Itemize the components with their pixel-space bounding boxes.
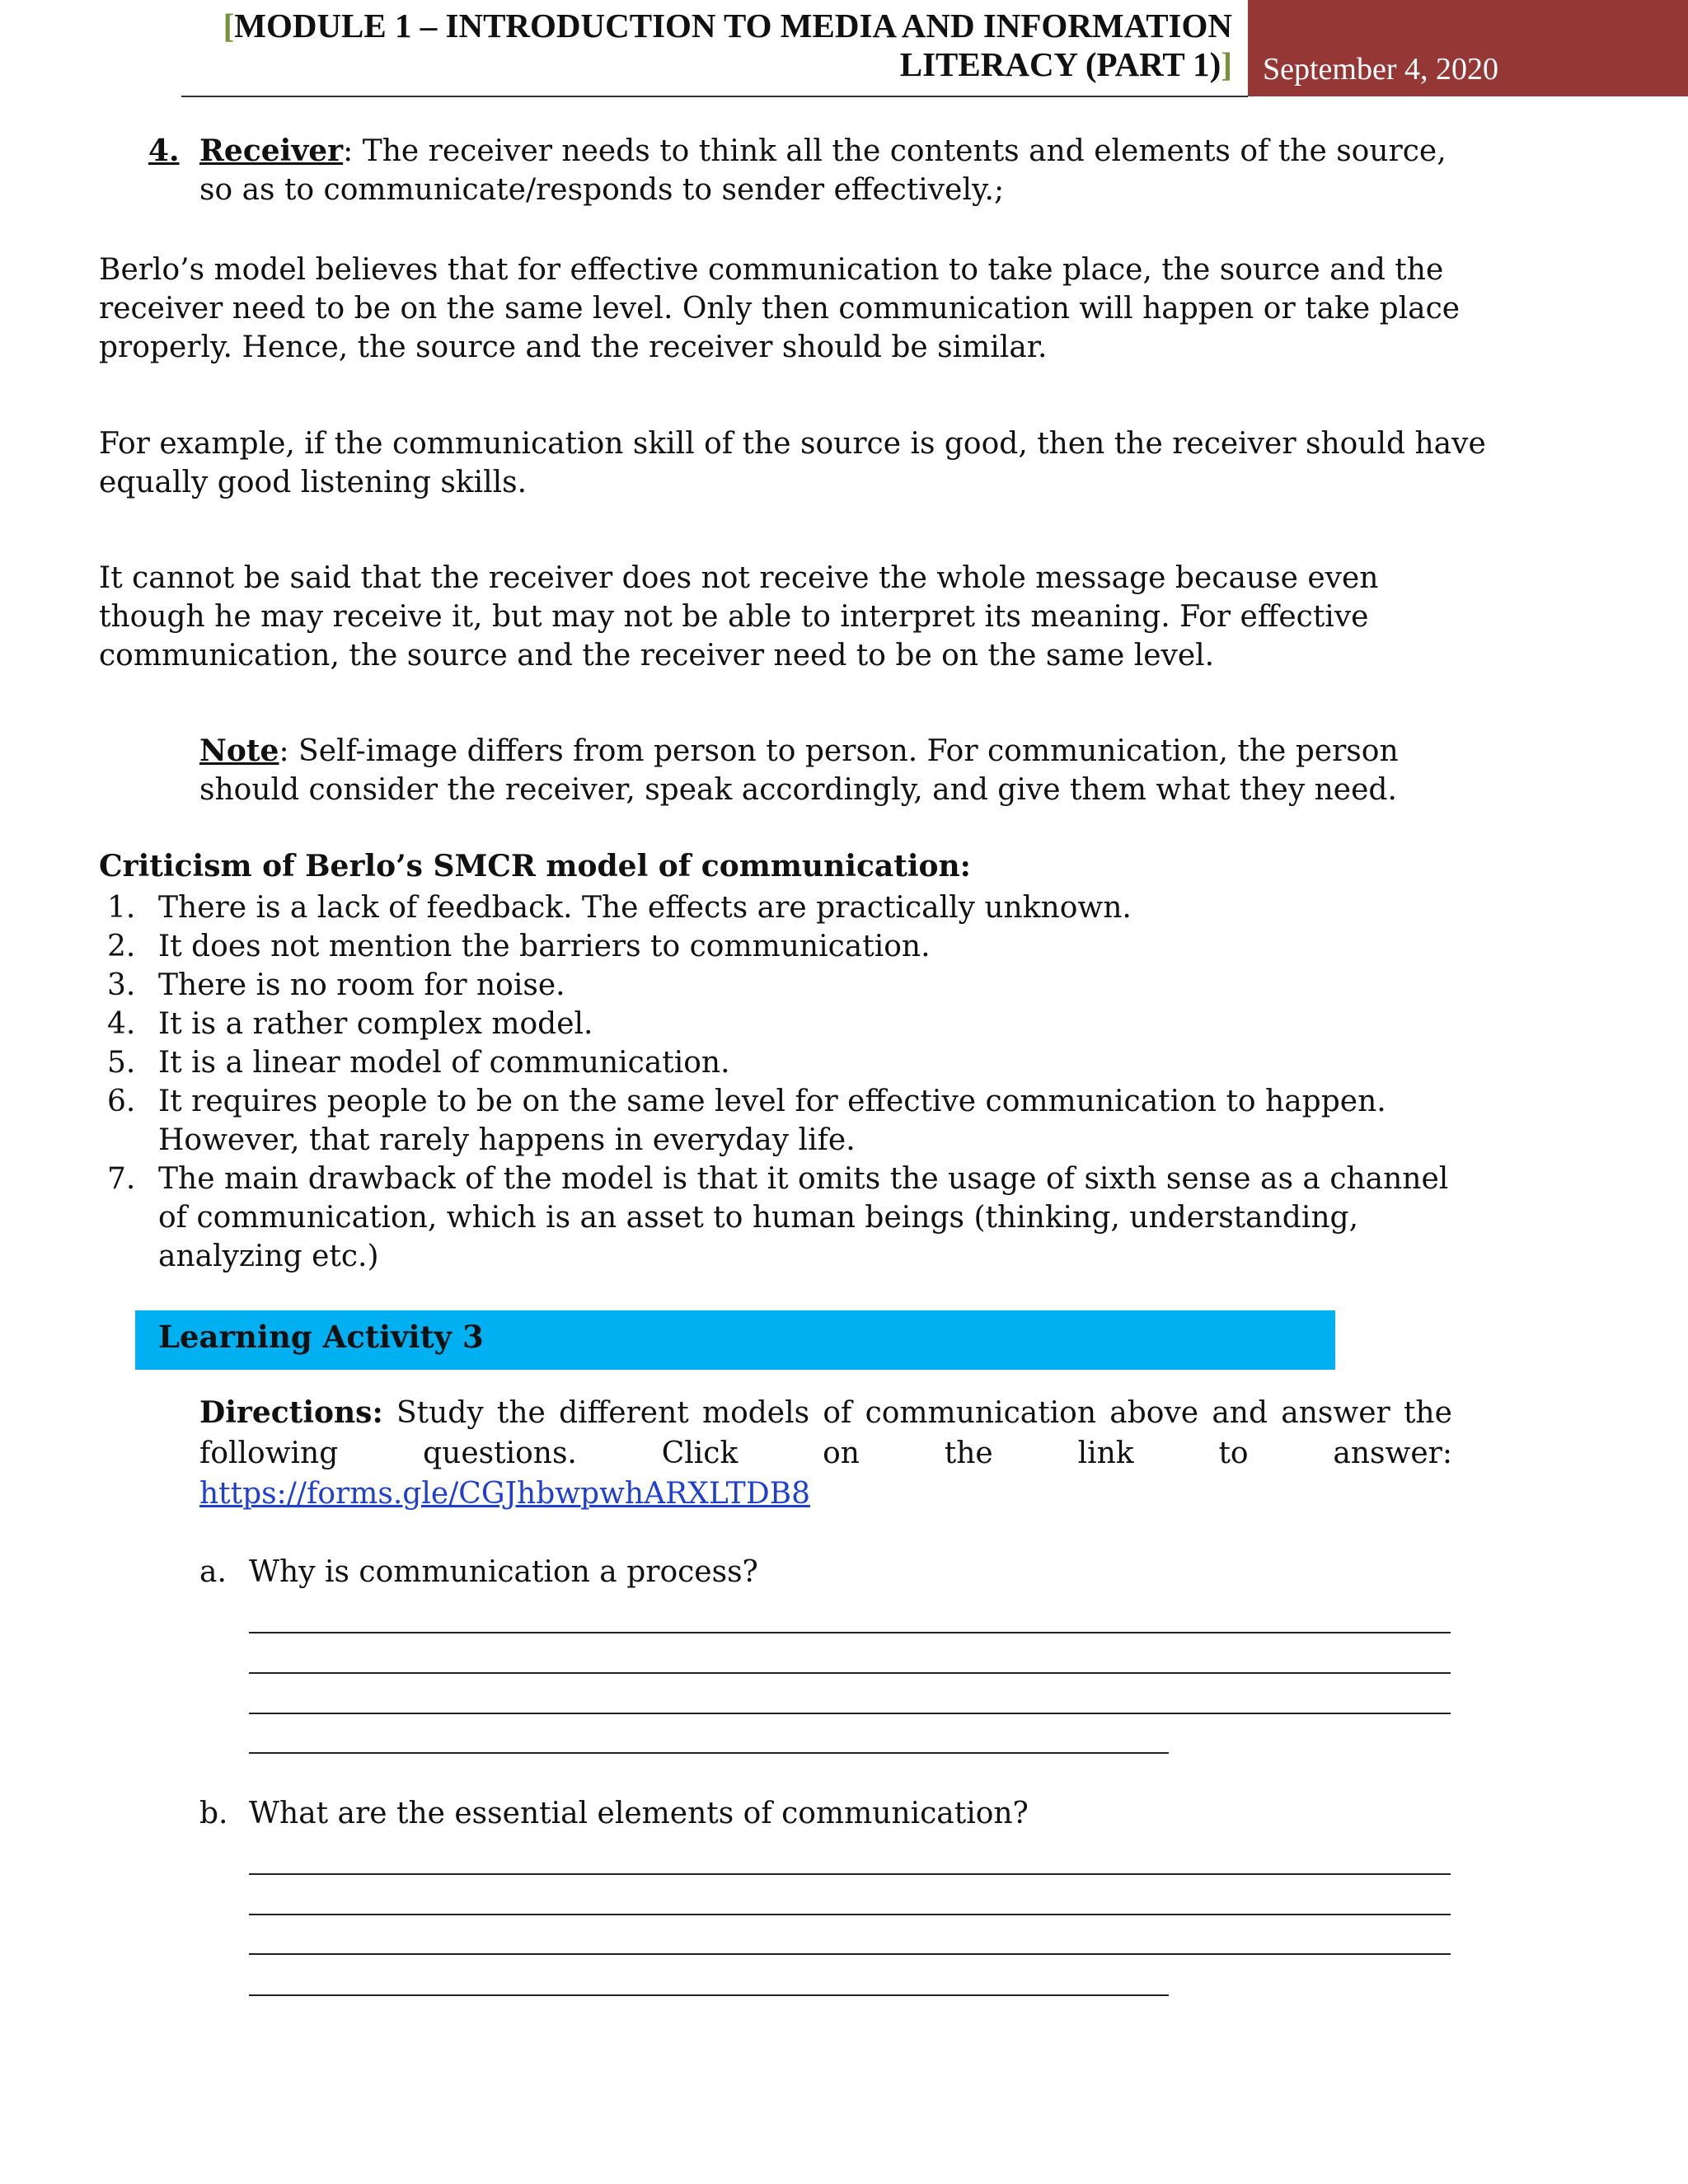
directions-word: and bbox=[1212, 1396, 1268, 1430]
header-title-line2 bbox=[223, 45, 1232, 84]
learning-activity-banner bbox=[135, 1310, 1335, 1370]
list-item bbox=[99, 1160, 1484, 1276]
list-text: There is a lack of feedback. The effects are practically unknown. bbox=[158, 891, 1132, 925]
question-label: a. bbox=[199, 1555, 227, 1589]
date-badge bbox=[1248, 0, 1688, 96]
open-bracket: [ bbox=[223, 7, 235, 45]
note-block bbox=[199, 732, 1485, 809]
directions-word: different bbox=[559, 1396, 689, 1430]
directions-word: models bbox=[701, 1396, 810, 1430]
directions-word: above bbox=[1109, 1396, 1199, 1430]
list-text: It is a linear model of communication. bbox=[158, 1046, 730, 1080]
receiver-item bbox=[148, 132, 1484, 209]
directions-word: Click bbox=[661, 1436, 738, 1470]
list-text: It does not mention the barriers to communication. bbox=[158, 930, 931, 963]
directions-word: link bbox=[1077, 1436, 1134, 1470]
directions-block bbox=[199, 1393, 1452, 1514]
receiver-number: 4. bbox=[148, 134, 180, 168]
module-header-title bbox=[223, 7, 1232, 84]
answer-line[interactable] bbox=[249, 1953, 1451, 1955]
directions-line-1 bbox=[199, 1393, 1452, 1433]
list-item bbox=[99, 966, 1484, 1005]
directions-word: the bbox=[944, 1436, 993, 1470]
list-text: The main drawback of the model is that it omits the usage of sixth sense as a channel of communication, which is an asset to human beings (thinking, understanding, analyzing etc.) bbox=[158, 1162, 1449, 1273]
activity-title: Learning Activity 3 bbox=[158, 1319, 484, 1355]
list-item bbox=[99, 1082, 1484, 1160]
directions-label: Directions: bbox=[199, 1395, 383, 1430]
list-text: It requires people to be on the same level for effective communication to happen. However, that rarely happens in everyday life. bbox=[158, 1085, 1386, 1157]
directions-line-2 bbox=[199, 1433, 1452, 1474]
directions-word: answer bbox=[1281, 1396, 1390, 1430]
criticism-list bbox=[99, 888, 1484, 1276]
list-item bbox=[99, 1005, 1484, 1043]
close-bracket: ] bbox=[1221, 45, 1232, 83]
list-text: There is no room for noise. bbox=[158, 968, 565, 1002]
date-text: September 4, 2020 bbox=[1263, 52, 1499, 87]
answer-line[interactable] bbox=[249, 1873, 1451, 1875]
answer-line[interactable] bbox=[249, 1994, 1169, 1996]
note-text: : Self-image differs from person to person. For communication, the person should consider the receiver, speak accordingly, and give them what they need. bbox=[199, 734, 1399, 807]
list-number: 7. bbox=[107, 1162, 136, 1196]
header-divider bbox=[181, 96, 1248, 97]
list-number: 5. bbox=[107, 1046, 136, 1080]
list-item bbox=[99, 1043, 1484, 1082]
directions-word: following bbox=[199, 1436, 339, 1470]
google-form-link[interactable]: https://forms.gle/CGJhbwpwhARXLTDB8 bbox=[199, 1477, 811, 1511]
list-number: 6. bbox=[107, 1085, 136, 1118]
directions-word: the bbox=[496, 1396, 546, 1430]
directions-word: answer: bbox=[1333, 1436, 1452, 1470]
header-title-line1 bbox=[223, 7, 1232, 45]
directions-word: on bbox=[823, 1436, 860, 1470]
receiver-description: : The receiver needs to think all the contents and elements of the source, so as to communicate/responds to sender effectively.; bbox=[199, 134, 1447, 207]
paragraph-receiver-level: It cannot be said that the receiver does not receive the whole message because even though he may receive it, but may not be able to interpret its meaning. For effective communication, the source and the receiver need to be on the same level. bbox=[99, 561, 1379, 673]
title-line1-text: MODULE 1 – INTRODUCTION TO MEDIA AND INFORMATION bbox=[234, 7, 1232, 45]
answer-line[interactable] bbox=[249, 1752, 1169, 1754]
question-label: b. bbox=[199, 1797, 228, 1830]
receiver-text bbox=[199, 132, 1484, 209]
criticism-heading: Criticism of Berlo’s SMCR model of communication: bbox=[99, 849, 971, 883]
list-number: 4. bbox=[107, 1007, 136, 1041]
question-text: Why is communication a process? bbox=[249, 1555, 758, 1589]
directions-word: questions. bbox=[423, 1436, 577, 1470]
directions-word: Study bbox=[396, 1396, 484, 1430]
list-item bbox=[99, 927, 1484, 966]
title-line2-text: LITERACY (PART 1) bbox=[899, 45, 1221, 83]
paragraph-berlo-model: Berlo’s model believes that for effective communication to take place, the source and the receiver need to be on the same level. Only then communication will happen or take place properly. Hence, the source and the receiver should be similar. bbox=[99, 253, 1461, 364]
answer-line[interactable] bbox=[249, 1672, 1451, 1674]
list-text: It is a rather complex model. bbox=[158, 1007, 593, 1041]
paragraph-example: For example, if the communication skill of the source is good, then the receiver should have equally good listening skills. bbox=[99, 427, 1486, 499]
directions-word: the bbox=[1403, 1396, 1452, 1430]
answer-line[interactable] bbox=[249, 1914, 1451, 1915]
directions-word: communication bbox=[865, 1396, 1097, 1430]
note-label: Note bbox=[199, 733, 279, 768]
answer-line[interactable] bbox=[249, 1632, 1451, 1633]
list-number: 2. bbox=[107, 930, 136, 963]
directions-word: of bbox=[823, 1396, 852, 1430]
question-text: What are the essential elements of communication? bbox=[249, 1797, 1029, 1830]
list-number: 1. bbox=[107, 891, 136, 925]
answer-line[interactable] bbox=[249, 1713, 1451, 1714]
receiver-term: Receiver bbox=[199, 134, 344, 168]
directions-word: to bbox=[1218, 1436, 1249, 1470]
list-number: 3. bbox=[107, 968, 136, 1002]
list-item bbox=[99, 888, 1484, 927]
